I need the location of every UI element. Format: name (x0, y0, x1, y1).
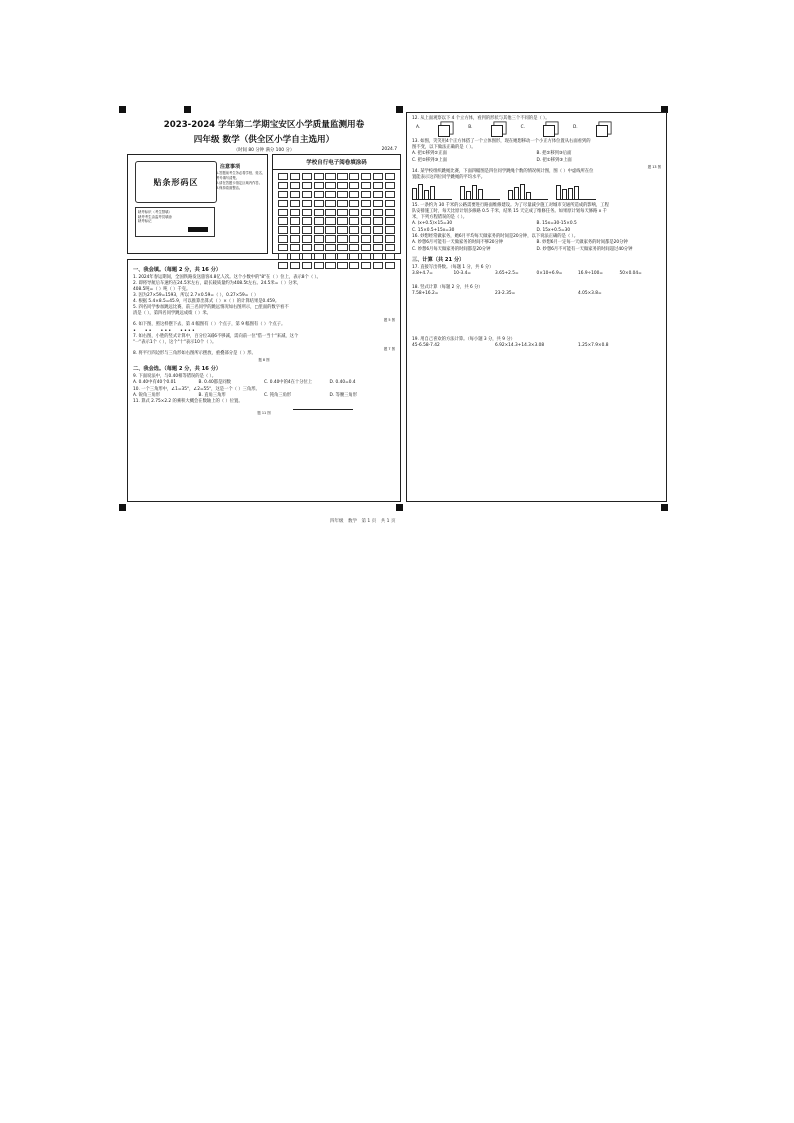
grid-bubble[interactable] (337, 191, 347, 198)
exam-subtitle: 四年级 数学（供全区小学自主选用） (193, 135, 335, 145)
option[interactable]: A. 锐角三角形 (133, 392, 161, 398)
notes-title: 注意事项 (220, 164, 241, 170)
section-title: 三、计算（共 21 分） (412, 257, 465, 263)
question: 9. 下面说法中，与0.40相等错误的是（ ）。 (133, 374, 216, 379)
section-title: 一、我会填。（每题 2 分，共 16 分） (133, 267, 222, 273)
grid-bubble[interactable] (278, 244, 288, 251)
absence-mark-label: 缺考标记 (138, 219, 152, 223)
grid-bubble[interactable] (290, 182, 300, 189)
grid-bubble[interactable] (385, 235, 395, 242)
option[interactable]: C. 0.40中的4在十分位上 (264, 380, 313, 385)
grid-bubble[interactable] (385, 244, 395, 251)
grid-bubble[interactable] (278, 173, 288, 180)
grid-bubble[interactable] (361, 191, 371, 198)
calc-item: 1.25×7.9×0.8 (578, 343, 609, 348)
option[interactable]: D. 15x+0.5=30 (536, 227, 571, 233)
grid-bubble[interactable] (325, 235, 335, 242)
calc-item: 3.8+4.7= (412, 271, 433, 276)
option[interactable]: D. 把①移到③上面 (536, 157, 572, 163)
grid-bubble[interactable] (337, 217, 347, 224)
question: 14. 某学校组织跳绳比赛，下面四幅图是四位同学跳绳个数的情况统计图，图（ ）中虚线所在位 (412, 169, 594, 174)
option[interactable]: D. 妙想6月不可能有一天做家务的时间超过40分钟 (536, 246, 633, 252)
question: 5. 四名同学参加跳远比赛，前三名同学的跳远情况如右图所示，□里面的数字看不 (133, 305, 289, 310)
grid-bubble[interactable] (385, 217, 395, 224)
exam-title: 2023-2024 学年第二学期宝安区小学质量监测用卷 (163, 120, 365, 130)
options (412, 247, 661, 254)
grid-bubble[interactable] (373, 209, 383, 216)
question: 15. 一条约为 30 千米的公路需要进行路面维修建设。为了尽量减少施工对城市交通所造成的影响，工程 (412, 203, 609, 208)
option-letter[interactable]: C. (520, 125, 525, 130)
grid-bubble[interactable] (325, 244, 335, 251)
grid-bubble[interactable] (361, 173, 371, 180)
grid-bubble[interactable] (325, 209, 335, 216)
grid-bubble[interactable] (325, 217, 335, 224)
mini-bar-chart[interactable] (556, 185, 596, 200)
grid-bubble[interactable] (302, 200, 312, 207)
right-column (406, 112, 667, 502)
cube-icon (491, 125, 503, 137)
note-item: 3.保持卷面整洁。 (216, 186, 243, 190)
option[interactable]: C. 15×0.5+15x=30 (412, 227, 455, 233)
question: 12. 从上面观察以下 4 个立方体，看到的形状与其他三个不同的是（ ）。 (412, 116, 550, 121)
grid-bubble[interactable] (373, 182, 383, 189)
grid-bubble[interactable] (373, 200, 383, 207)
grid-bubble[interactable] (385, 191, 395, 198)
option-letter[interactable]: D. (572, 125, 578, 130)
id-grid[interactable] (273, 170, 400, 272)
grid-bubble[interactable] (290, 244, 300, 251)
question: 1. 2024年春运期间，全国铁路发送旅客4.8亿人次。这个小数中的"8"在（ ）位上，表示8个（ ）。 (133, 275, 321, 280)
grid-bubble[interactable] (290, 235, 300, 242)
grid-bubble[interactable] (278, 182, 288, 189)
left-column (127, 112, 401, 502)
grid-bubble[interactable] (373, 217, 383, 224)
grid-bubble[interactable] (349, 182, 359, 189)
grid-bubble[interactable] (302, 226, 312, 233)
grid-bubble[interactable] (361, 200, 371, 207)
grid-bubble[interactable] (278, 200, 288, 207)
question: 13. 如图，笑笑用4个正方体搭了一个立体图形，现在她想移动一个小正方体位置从右面看到的 (412, 139, 591, 144)
grid-bubble[interactable] (325, 182, 335, 189)
question: 2. 即将导航后车速约在24.5米左右，最长载质量约为408.5t左右。24.5米=（ ）分米， (133, 281, 302, 286)
note-item: 2.请在答题卡指定区域内作答。 (216, 181, 263, 185)
calc-item: 4.05×3.8= (578, 291, 602, 296)
page-footer: 四年级 数学 第 1 页 共 1 页 (330, 519, 396, 524)
option[interactable]: D. 等腰三角形 (329, 392, 358, 398)
question: 米，下列方程错误的是（ ）。 (412, 215, 468, 220)
exam-meta (127, 147, 401, 153)
grid-bubble[interactable] (290, 217, 300, 224)
option[interactable]: A. (x+0.5)×15=30 (412, 221, 453, 226)
grid-bubble[interactable] (314, 217, 324, 224)
figure-caption: 题 7 图 (383, 347, 395, 351)
calc-item: 3.65+2.5= (495, 271, 519, 276)
grid-bubble[interactable] (337, 244, 347, 251)
calc-item: 50×0.04= (619, 271, 642, 276)
grid-bubble[interactable] (361, 235, 371, 242)
registration-mark (119, 106, 126, 113)
grid-bubble[interactable] (278, 191, 288, 198)
grid-bubble[interactable] (278, 217, 288, 224)
option[interactable]: B. 把②移到③后面 (536, 151, 572, 156)
grid-bubble[interactable] (302, 209, 312, 216)
bar-charts-figure (412, 184, 661, 200)
grid-bubble[interactable] (385, 209, 395, 216)
option[interactable]: B. 妙想6月一定每一天做家务的时间都是20分钟 (536, 240, 628, 245)
grid-bubble[interactable] (278, 235, 288, 242)
absence-mark[interactable] (188, 227, 208, 232)
option[interactable]: B. 0.40都是同数 (198, 380, 231, 385)
question: 置能表示这四位同学跳绳的平均水平。 (412, 175, 486, 180)
question: 16. 妙想经常做家务，她6月平均每天做家务的时间是20分钟，以下说法正确的是（ ）。 (412, 234, 579, 239)
grid-bubble[interactable] (349, 244, 359, 251)
grid-bubble[interactable] (337, 226, 347, 233)
grid-bubble[interactable] (290, 173, 300, 180)
question: 17. 直接写出得数。（每题 1 分，共 6 分） (412, 265, 494, 270)
mini-bar-chart[interactable] (508, 184, 548, 200)
question: 6. 如下图，照这样摆下去，第 4 幅图有（ ）个点子，第 9 幅图有（ ）个点子。 (133, 322, 286, 327)
grid-bubble[interactable] (361, 226, 371, 233)
question: 8. 将平行四边形与三角形如右图所示摆放，重叠部分是（ ）形。 (133, 351, 256, 356)
absence-sub: 缺考考生由监考员填涂 (138, 214, 172, 219)
grid-bubble[interactable] (314, 235, 324, 242)
grid-bubble[interactable] (385, 226, 395, 233)
grid-bubble[interactable] (302, 235, 312, 242)
grid-bubble[interactable] (302, 217, 312, 224)
question-area-left (127, 259, 401, 502)
cube-icon (543, 125, 555, 137)
grid-bubble[interactable] (361, 217, 371, 224)
grid-bubble[interactable] (373, 235, 383, 242)
question: 18. 竖式计算（每题 2 分，共 6 分） (412, 285, 483, 290)
id-grid-panel (272, 154, 401, 254)
grid-bubble[interactable] (278, 226, 288, 233)
option[interactable]: C. 钝角三角形 (264, 392, 292, 398)
exam-sheet (127, 112, 667, 512)
grid-bubble[interactable] (302, 182, 312, 189)
option[interactable]: A. 妙想6月可能有一天做家务的时间不够20分钟 (412, 240, 504, 245)
calc-item: 0×10+6.9= (536, 271, 563, 276)
absence-title: 缺考标识（考生禁填） (138, 210, 172, 214)
calc-item: 7.58+16.2= (412, 291, 439, 296)
question: 408.5吨=（ ）吨（ ）千克。 (133, 287, 191, 292)
calc-item: 16.9÷100= (578, 271, 603, 276)
grid-bubble[interactable] (314, 226, 324, 233)
grid-bubble[interactable] (373, 191, 383, 198)
calc-row (412, 291, 661, 297)
registration-mark (119, 504, 126, 511)
figure-caption: 题 11 图 (257, 411, 271, 415)
grid-bubble[interactable] (290, 226, 300, 233)
grid-bubble[interactable] (337, 200, 347, 207)
question: 清是（ ），第四名同学跳远成绩（ ）米。 (133, 311, 211, 316)
grid-bubble[interactable] (290, 191, 300, 198)
question: 19. 用自己喜欢的方法计算。（每小题 3 分，共 9 分） (412, 337, 515, 342)
option[interactable]: B. 15x=30-15×0.5 (536, 221, 577, 226)
barcode-panel (127, 154, 268, 254)
grid-bubble[interactable] (337, 182, 347, 189)
grid-bubble[interactable] (385, 200, 395, 207)
option[interactable]: A. 0.40中有40个0.01 (133, 380, 177, 385)
grid-bubble[interactable] (325, 173, 335, 180)
grid-bubble[interactable] (302, 244, 312, 251)
option-letter[interactable]: B. (468, 125, 473, 130)
exam-date: 2024.7 (381, 147, 397, 152)
grid-bubble[interactable] (373, 226, 383, 233)
absence-box (135, 207, 215, 237)
calc-item: 6.92×14.3+14.3×3.08 (495, 343, 545, 348)
exam-time: （时间 80 分钟 满分 100 分） (233, 148, 295, 153)
notes-list (216, 171, 266, 191)
grid-bubble[interactable] (314, 209, 324, 216)
grid-bubble[interactable] (349, 209, 359, 216)
grid-bubble[interactable] (314, 200, 324, 207)
question: 3. 因为27×59=1593，所以 2.7×0.59=（ ），0.27×59=（ ） (133, 293, 259, 298)
grid-bubble[interactable] (314, 244, 324, 251)
question: 11. 算式 2.75×2.2 的乘积大概会在数轴上的（ ）位置。 (133, 399, 243, 404)
grid-bubble[interactable] (361, 209, 371, 216)
grid-bubble[interactable] (349, 235, 359, 242)
cube-icon (438, 125, 450, 137)
grid-bubble[interactable] (325, 200, 335, 207)
id-grid-title: 学校自行电子阅卷填涂码 (273, 155, 400, 170)
question: 7. 如右图，小胜的竖式计算中，百分位3减6不够减，需向前一位"借一当十"来减，这个 (133, 334, 299, 339)
grid-bubble[interactable] (349, 217, 359, 224)
header-area (127, 154, 401, 254)
option[interactable]: D. 0.40=0.4 (329, 380, 356, 385)
figure-caption: 题 8 图 (258, 358, 270, 362)
grid-bubble[interactable] (325, 191, 335, 198)
calc-item: 45-6.58-7.42 (412, 343, 440, 348)
grid-bubble[interactable] (349, 173, 359, 180)
calc-item: 10-3.4= (453, 271, 471, 276)
question: 队安排施工时，每天比原计划多修路 0.5 千米，结果 15 天完成了维修任务。如果原计划每天修路 x 千 (412, 209, 607, 214)
barcode-label: 贴条形码区 (135, 161, 217, 203)
dot-pattern-figure: • •• ••• •••• (133, 328, 196, 334)
option-letter[interactable]: A. (416, 125, 421, 130)
question: 图不变，以下做法正确的是（ ）。 (412, 145, 476, 150)
grid-bubble[interactable] (337, 173, 347, 180)
figure-caption: 题 5 图 (383, 318, 395, 322)
grid-bubble[interactable] (337, 209, 347, 216)
grid-bubble[interactable] (290, 200, 300, 207)
calc-row (412, 343, 661, 349)
figure-caption: 题 13 图 (647, 165, 661, 169)
grid-bubble[interactable] (290, 209, 300, 216)
mini-bar-chart[interactable] (460, 185, 500, 200)
options (412, 158, 661, 165)
mini-bar-chart[interactable] (412, 184, 452, 200)
grid-bubble[interactable] (349, 200, 359, 207)
grid-bubble[interactable] (314, 182, 324, 189)
grid-bubble[interactable] (278, 209, 288, 216)
grid-bubble[interactable] (361, 182, 371, 189)
grid-bubble[interactable] (349, 226, 359, 233)
grid-bubble[interactable] (349, 191, 359, 198)
question: "一"表示1个（ ），这个"十"表示10个（ ）。 (133, 340, 217, 345)
grid-bubble[interactable] (302, 173, 312, 180)
cube-icon (596, 125, 608, 137)
calc-item: 23-2.35= (495, 291, 516, 296)
option[interactable]: C. 把②移到③上面 (412, 157, 447, 163)
option[interactable]: A. 把①移到②正面 (412, 151, 447, 156)
grid-bubble[interactable] (314, 173, 324, 180)
option[interactable]: C. 妙想6月每天做家务的时间都是20分钟 (412, 246, 491, 252)
question: 10. 一个三角形中，∠1=35°，∠2=55°，这是一个（ ）三角形。 (133, 386, 260, 392)
grid-bubble[interactable] (373, 244, 383, 251)
option[interactable]: B. 直角三角形 (198, 392, 226, 398)
grid-bubble[interactable] (373, 173, 383, 180)
options (133, 380, 395, 387)
grid-bubble[interactable] (385, 182, 395, 189)
cube-options-figure (416, 125, 661, 137)
grid-bubble[interactable] (337, 235, 347, 242)
grid-bubble[interactable] (314, 191, 324, 198)
grid-bubble[interactable] (385, 173, 395, 180)
grid-bubble[interactable] (325, 226, 335, 233)
grid-bubble[interactable] (361, 244, 371, 251)
note-item: 1.答题前考生务必将学校、姓名、考号填写清楚。 (216, 171, 266, 180)
grid-bubble[interactable] (302, 191, 312, 198)
section-title: 二、我会选。（每题 2 分，共 16 分） (133, 366, 222, 372)
calc-row (412, 271, 661, 277)
question: 4. 根据 5.4×8.5=45.9，可以推算出算式（ ）×（ ）的计算结果是0.459。 (133, 299, 280, 304)
